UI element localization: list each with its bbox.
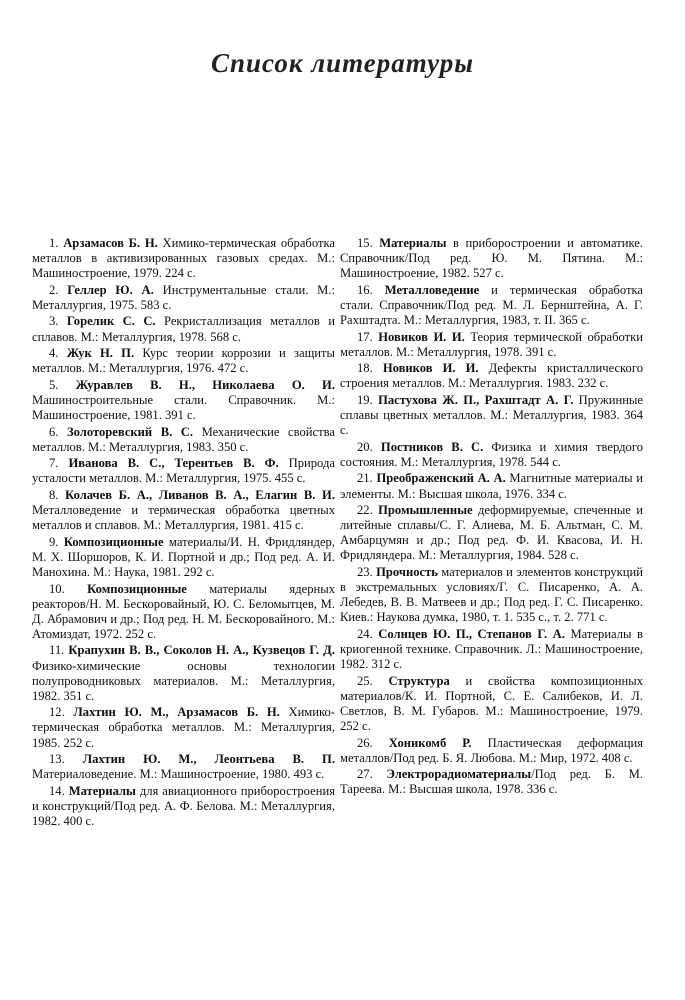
reference-item: 21. Преображенский А. А. Магнитные материалы и элементы. М.: Высшая школа, 1976. 334 с. bbox=[340, 471, 643, 501]
reference-item: 9. Композиционные материалы/И. Н. Фридляндер, М. Х. Шоршоров, К. И. Портной и др.; Под ред. А. И. Манохина. М.: Наука, 1981. 292 с. bbox=[32, 534, 335, 579]
reference-item: 20. Постников В. С. Физика и химия твердого состояния. М.: Металлургия, 1978. 544 с. bbox=[340, 439, 643, 469]
reference-item: 27. Электрорадиоматериалы/Под ред. Б. М. Тареева. М.: Высшая школа, 1978. 336 с. bbox=[340, 767, 643, 797]
reference-item: 1. Арзамасов Б. Н. Химико-термическая обработка металлов в активизированных газовых средах. М.: Машиностроение, 1979. 224 с. bbox=[32, 236, 335, 281]
reference-item: 18. Новиков И. И. Дефекты кристаллического строения металлов. М.: Металлургия. 1983. 232 с. bbox=[340, 361, 643, 391]
reference-item: 5. Журавлев В. Н., Николаева О. И. Машиностроительные стали. Справочник. М.: Машиностроение, 1981. 391 с. bbox=[32, 377, 335, 423]
reference-item: 19. Пастухова Ж. П., Рахштадт А. Г. Пружинные сплавы цветных металлов. М.: Металлургия, 1983. 364 с. bbox=[340, 392, 643, 438]
reference-item: 14. Материалы для авиационного приборостроения и конструкций/Под ред. А. Ф. Белова. М.: Металлургия, 1982. 400 с. bbox=[32, 783, 335, 828]
reference-item: 8. Колачев Б. А., Ливанов В. А., Елагин В. И. Металловедение и термическая обработка цветных металлов и сплавов. М.: Металлургия, 1981. 415 с. bbox=[32, 488, 335, 533]
page-title: Список литературы bbox=[211, 48, 474, 78]
reference-item: 17. Новиков И. И. Теория термической обработки металлов. М.: Металлургия, 1978. 391 с. bbox=[340, 329, 643, 359]
reference-item: 2. Геллер Ю. А. Инструментальные стали. М.: Металлургия, 1975. 583 с. bbox=[32, 282, 335, 312]
reference-item: 16. Металловедение и термическая обработка стали. Справочник/Под ред. М. Л. Бернштейна, А. Г. Рахштадта. М.: Металлургия, 1983, т. II. 365 с. bbox=[340, 282, 643, 327]
references-column-right bbox=[340, 236, 643, 799]
reference-item: 15. Материалы в приборостроении и автоматике. Справочник/Под ред. Ю. М. Пятина. М.: Машиностроение, 1982. 527 с. bbox=[340, 236, 643, 281]
reference-item: 22. Промышленные деформируемые, спеченные и литейные сплавы/С. Г. Алиева, М. Б. Альтман, С. М. Амбарцумян и др.; Под ред. Ф. И. Квасова, И. Н. Фридляндера. М.: Металлургия, 1984. 528 с. bbox=[340, 503, 643, 563]
reference-item: 23. Прочность материалов и элементов конструкций в экстремальных условиях/Г. С. Писаренко, А. А. Лебедев, В. В. Матвеев и др.; Под ред. Г. С. Писаренко. Киев.: Наукова думка, 1980, т. 1. 535 с., т. 2. 771 с. bbox=[340, 564, 643, 625]
reference-item: 25. Структура и свойства композиционных материалов/К. И. Портной, С. Е. Салибеков, И. Л. Светлов, В. М. Губаров. М.: Машиностроение, 1979. 252 с. bbox=[340, 673, 643, 733]
reference-item: 26. Хоникомб Р. Пластическая деформация металлов/Под ред. Б. Я. Любова. М.: Мир, 1972. 408 с. bbox=[340, 735, 643, 765]
reference-item: 7. Иванова В. С., Терентьев В. Ф. Природа усталости металлов. М.: Металлургия, 1975. 455 с. bbox=[32, 456, 335, 486]
reference-item: 12. Лахтин Ю. М., Арзамасов Б. Н. Химико-термическая обработка металлов. М.: Металлургия, 1985. 252 с. bbox=[32, 705, 335, 750]
reference-item: 4. Жук Н. П. Курс теории коррозии и защиты металлов. М.: Металлургия, 1976. 472 с. bbox=[32, 346, 335, 376]
reference-item: 13. Лахтин Ю. М., Леонтьева В. П. Материаловедение. М.: Машиностроение, 1980. 493 с. bbox=[32, 752, 335, 782]
reference-item: 24. Солнцев Ю. П., Степанов Г. А. Материалы в криогенной технике. Справочник. Л.: Машиностроение, 1982. 312 с. bbox=[340, 626, 643, 672]
references-column-left bbox=[32, 236, 335, 831]
reference-item: 6. Золоторевский В. С. Механические свойства металлов. М.: Металлургия, 1983. 350 с. bbox=[32, 424, 335, 454]
reference-item: 11. Крапухин В. В., Соколов Н. А., Кузвецов Г. Д. Физико-химические основы технологии полупроводниковых материалов. М.: Металлургия, 1982. 351 с. bbox=[32, 643, 335, 703]
reference-item: 10. Композиционные материалы ядерных реакторов/Н. М. Бескоровайный, Ю. С. Беломытцев, М. Д. Абрамович и др.; Под ред. Н. М. Бескоровайного. М.: Атомиздат, 1972. 252 с. bbox=[32, 581, 335, 641]
reference-item: 3. Горелик С. С. Рекристаллизация металлов и сплавов. М.: Металлургия, 1978. 568 с. bbox=[32, 314, 335, 344]
